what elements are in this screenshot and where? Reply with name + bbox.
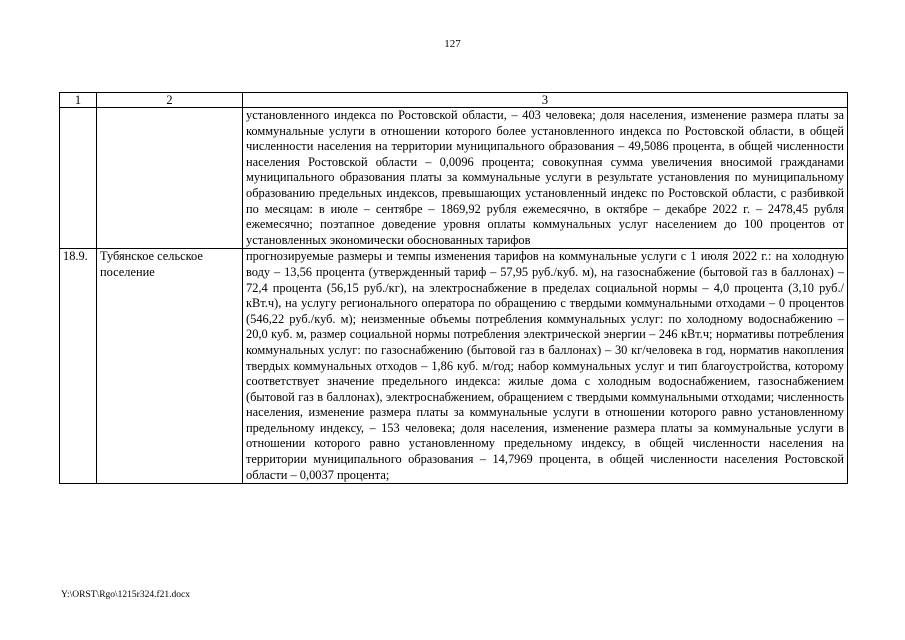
table-row [60, 249, 848, 484]
page-number: 127 [444, 38, 461, 50]
tariff-table [59, 92, 848, 484]
table-header-row [60, 93, 848, 108]
column-header-3: 3 [243, 93, 848, 108]
row-number: 18.9. [60, 249, 97, 484]
file-path-footer: Y:\ORST\Rgo\1215r324.f21.docx [61, 590, 190, 600]
column-header-2: 2 [97, 93, 243, 108]
municipality-name: Тубянское сельское поселение [97, 249, 243, 484]
row-description: прогнозируемые размеры и темпы изменения тарифов на коммунальные услуги с 1 июля 2022 г.: на холодную воду – 13,56 процента (утвержденный тариф – 57,95 руб./куб. м), на газоснабжение (бытовой газ в баллонах) – 72,4 процента (56,15 руб./кг), на электроснабжение в пределах социальной нормы – 4,0 процента (3,10 руб./кВт.ч), на услугу регионального оператора по обращению с твердыми коммунальными отходами – 0 процентов (546,22 руб./куб. м); неизменные объемы потребления коммунальных услуг: по холодному водоснабжению – 20,0 куб. м, размер социальной нормы потребления электрической энергии – 246 кВт.ч; нормативы потребления коммунальных услуг: по газоснабжению (бытовой газ в баллонах) – 30 кг/человека в год, норматив накопления твердых коммунальных отходов – 1,86 куб. м/год; набор коммунальных услуг и тип благоустройства, которому соответствует значение предельного индекса: жилые дома с холодным водоснабжением, газоснабжением (бытовой газ в баллонах), электроснабжением, обращением с твердыми коммунальными отходами; численность населения, изменение размера платы за коммунальные услуги в отношении которого равно установленному предельному индексу, – 153 человека; доля населения, изменение размера платы за коммунальные услуги в отношении которого равно установленному предельному индексу, в общей численности населения на территории муниципального образования – 14,7969 процента, в общей численности населения Ростовской области – 0,0037 процента; [243, 249, 848, 484]
municipality-name [97, 108, 243, 249]
row-number [60, 108, 97, 249]
row-description: установленного индекса по Ростовской области, – 403 человека; доля населения, изменение размера платы за коммунальные услуги в отношении которого более установленного индекса по Ростовской области, в общей численности населения на территории муниципального образования – 49,5086 процента, в общей численности населения Ростовской области – 0,0096 процента; совокупная сумма увеличения вносимой гражданами муниципального образования платы за коммунальные услуги в результате установления по муниципальному образованию предельных индексов, превышающих установленный индекс по Ростовской области, с разбивкой по месяцам: в июле – сентябре – 1869,92 рубля ежемесячно, в октябре – декабре 2022 г. – 2478,45 рубля ежемесячно; поэтапное доведение уровня оплаты коммунальных услуг населением до 100 процентов от установленных экономически обоснованных тарифов [243, 108, 848, 249]
column-header-1: 1 [60, 93, 97, 108]
table-row [60, 108, 848, 249]
